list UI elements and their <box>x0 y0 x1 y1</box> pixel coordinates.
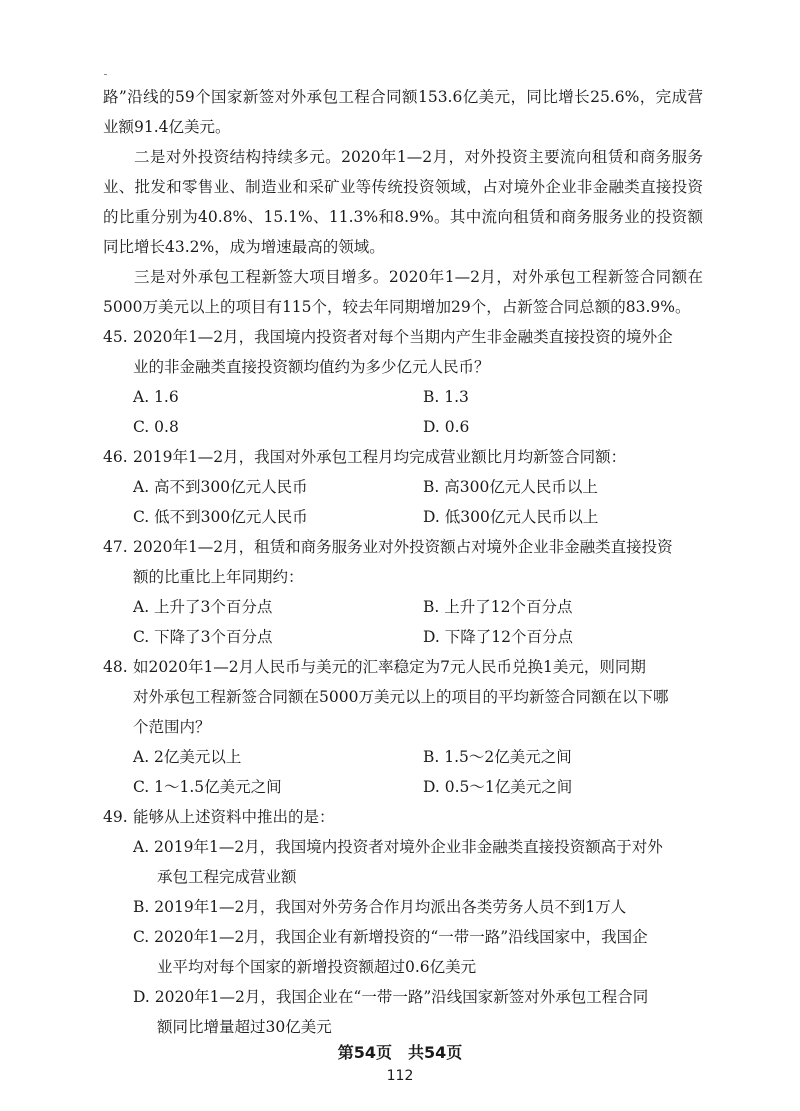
option-c-block <box>133 922 703 982</box>
options-row <box>133 472 703 502</box>
option-a-cont: 承包工程完成营业额 <box>157 868 297 886</box>
question-stem: 如2020年1—2月人民币与美元的汇率稳定为7元人民币兑换1美元，则同期 <box>133 658 646 676</box>
question-number: 49. <box>103 808 128 826</box>
option-a: A. 上升了3个百分点 <box>133 598 273 616</box>
option-d: D. 0.5～1亿美元之间 <box>423 778 573 796</box>
option-c-cont: 业平均对每个国家的新增投资额超过0.6亿美元 <box>157 958 477 976</box>
option-c: C. 下降了3个百分点 <box>133 628 273 646</box>
question-stem-cont: 个范围内？ <box>133 718 211 736</box>
question-stem-cont: 额的比重比上年同期约： <box>133 568 304 586</box>
option-c: C. 1～1.5亿美元之间 <box>133 778 282 796</box>
question-46 <box>103 442 703 472</box>
option-d-block <box>133 982 703 1042</box>
option-d: D. 2020年1—2月，我国企业在“一带一路”沿线国家新签对外承包工程合同 <box>133 988 649 1006</box>
page-of-total: 第54页 共54页 <box>337 1043 463 1062</box>
option-a: A. 2亿美元以上 <box>133 748 242 766</box>
options-row <box>133 742 703 772</box>
option-a: A. 高不到300亿元人民币 <box>133 478 308 496</box>
question-stem-cont: 对外承包工程新签合同额在5000万美元以上的项目的平均新签合同额在以下哪 <box>133 688 669 706</box>
paragraph-investment-structure: 二是对外投资结构持续多元。2020年1—2月，对外投资主要流向租赁和商务服务业、批发和零售业、制造业和采矿业等传统投资领域，占对境外企业非金融类直接投资的比重分别为40.8%、15.1%、11.3%和8.9%。其中流向租赁和商务服务业的投资额同比增长43.2%，成为增速最高的领域。 <box>103 148 703 256</box>
paragraph-continuation: 路”沿线的59个国家新签对外承包工程合同额153.6亿美元，同比增长25.6%，完成营业额91.4亿美元。 <box>103 88 703 136</box>
question-number: 45. <box>103 328 128 346</box>
options-row <box>133 592 703 622</box>
options-row <box>133 412 703 442</box>
option-c: C. 2020年1—2月，我国企业有新增投资的“一带一路”沿线国家中，我国企 <box>133 928 648 946</box>
scan-mark <box>104 74 107 75</box>
question-stem: 2020年1—2月，我国境内投资者对每个当期内产生非金融类直接投资的境外企 <box>133 328 673 346</box>
question-stem: 能够从上述资料中推出的是： <box>133 808 335 826</box>
option-b: B. 1.3 <box>423 388 469 406</box>
option-d: D. 低300亿元人民币以上 <box>423 508 599 526</box>
options-row <box>133 622 703 652</box>
option-b: B. 2019年1—2月，我国对外劳务合作月均派出各类劳务人员不到1万人 <box>133 898 627 916</box>
option-d: D. 0.6 <box>423 418 470 436</box>
question-number: 48. <box>103 658 128 676</box>
page-number: 112 <box>386 1068 414 1084</box>
option-c: C. 0.8 <box>133 418 179 436</box>
question-48 <box>103 652 703 742</box>
question-49 <box>103 802 703 832</box>
question-47 <box>103 532 703 592</box>
options-row <box>133 382 703 412</box>
question-stem-cont: 业的非金融类直接投资额均值约为多少亿元人民币？ <box>133 358 490 376</box>
question-stem: 2019年1—2月，我国对外承包工程月均完成营业额比月均新签合同额： <box>133 448 627 466</box>
question-45 <box>103 322 703 382</box>
option-a: A. 1.6 <box>133 388 179 406</box>
question-number: 46. <box>103 448 128 466</box>
option-b: B. 上升了12个百分点 <box>423 598 573 616</box>
options-row <box>133 502 703 532</box>
option-d-cont: 额同比增量超过30亿美元 <box>157 1018 332 1036</box>
option-b: B. 高300亿元人民币以上 <box>423 478 598 496</box>
option-b-block <box>133 892 703 922</box>
option-c: C. 低不到300亿元人民币 <box>133 508 308 526</box>
options-row <box>133 772 703 802</box>
option-b: B. 1.5～2亿美元之间 <box>423 748 572 766</box>
question-stem: 2020年1—2月，租赁和商务服务业对外投资额占对境外企业非金融类直接投资 <box>133 538 673 556</box>
question-number: 47. <box>103 538 128 556</box>
paragraph-large-projects: 三是对外承包工程新签大项目增多。2020年1—2月，对外承包工程新签合同额在5000万美元以上的项目有115个，较去年同期增加29个，占新签合同总额的83.9%。 <box>103 268 703 316</box>
option-d: D. 下降了12个百分点 <box>423 628 573 646</box>
option-a: A. 2019年1—2月，我国境内投资者对境外企业非金融类直接投资额高于对外 <box>133 838 663 856</box>
option-a-block <box>133 832 703 892</box>
